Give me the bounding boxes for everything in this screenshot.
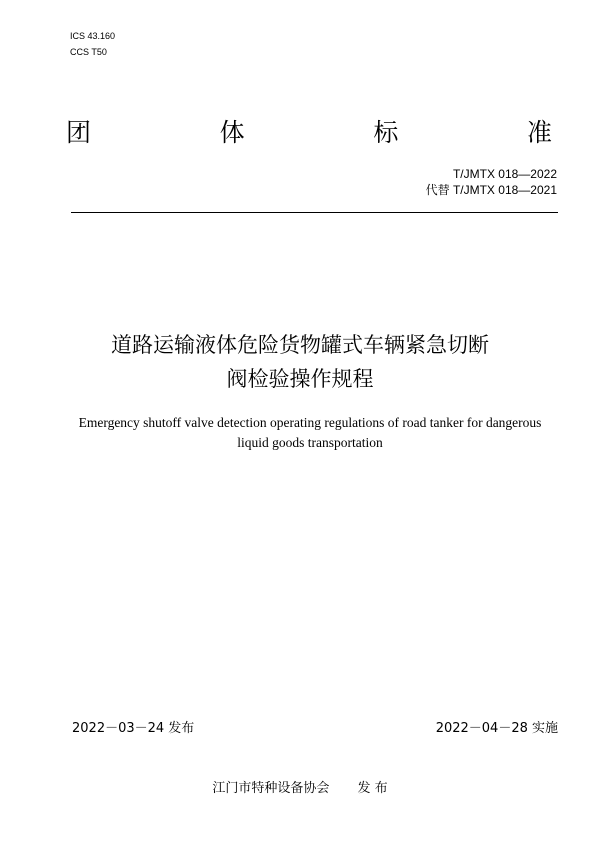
english-title-line: liquid goods transportation: [237, 435, 383, 450]
ccs-code: CCS T50: [70, 47, 107, 57]
chinese-title-line: 阀检验操作规程: [226, 367, 374, 391]
classification-codes: [70, 28, 115, 60]
implementation-date: 2022－04－28 实施: [435, 721, 558, 736]
issue-date: 2022－03－24 发布: [72, 721, 195, 736]
standard-number: T/JMTX 018—2022: [452, 167, 557, 181]
publisher-line: [0, 777, 600, 796]
heading-char: 准: [526, 118, 552, 147]
publisher-name: 江门市特种设备协会: [212, 781, 330, 796]
english-title: [40, 413, 580, 453]
chinese-title-line: 道路运输液体危险货物罐式车辆紧急切断: [111, 333, 489, 357]
header-divider: [71, 212, 558, 213]
publish-label: 发 布: [357, 781, 388, 796]
replaces-standard: 代替 T/JMTX 018—2021: [425, 183, 557, 197]
standard-number-block: [426, 166, 557, 198]
heading-char: 标: [373, 118, 399, 147]
chinese-title: [0, 328, 600, 396]
heading-char: 体: [219, 118, 245, 147]
english-title-line: Emergency shutoff valve detection operating regulations of road tanker for dangerous: [78, 415, 542, 430]
document-type-heading: [66, 113, 552, 149]
heading-char: 团: [66, 118, 92, 147]
ics-code: ICS 43.160: [70, 31, 116, 41]
